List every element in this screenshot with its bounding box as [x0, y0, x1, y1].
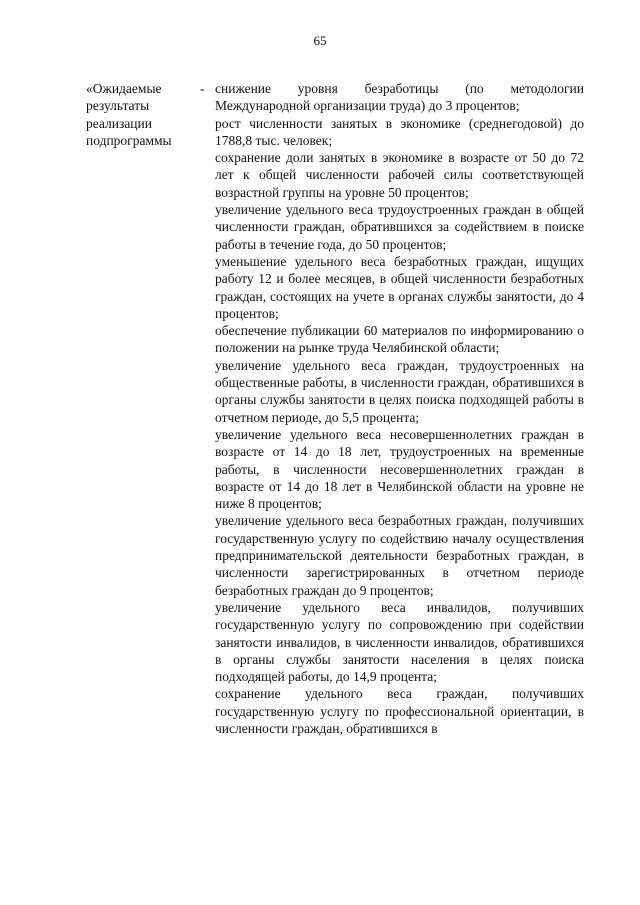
page-number: 65: [313, 33, 327, 48]
result-item: сохранение удельного веса граждан, получивших государственную услугу по профессиональной ориентации, в численности граждан, обратившихся в: [215, 686, 584, 736]
expected-results-list: [215, 80, 584, 737]
result-item: увеличение удельного веса безработных граждан, получивших государственную услугу по содействию началу осуществления предпринимательской деятельности безработных граждан, в численности зарегистрированных в отчетном периоде безработных граждан до 9 процентов;: [215, 513, 584, 598]
section-label: «Ожидаемые результаты реализации подпрограммы: [86, 81, 172, 148]
result-item: увеличение удельного веса трудоустроенных граждан в общей численности граждан, обратившихся за содействием в поиске работы в течение года, до 50 процентов;: [215, 202, 584, 252]
result-item: сохранение доли занятых в экономике в возрасте от 50 до 72 лет к общей численности рабочей силы соответствующей возрастной группы на уровне 50 процентов;: [215, 150, 584, 200]
result-item: уменьшение удельного веса безработных граждан, ищущих работу 12 и более месяцев, в общей численности безработных граждан, состоящих на учете в органах службы занятости, до 4 процентов;: [215, 253, 584, 321]
result-item: увеличение удельного веса несовершеннолетних граждан в возрасте от 14 до 18 лет, трудоустроенных на временные работы, в численности несовершеннолетних граждан в возрасте от 14 до 18 лет в Челябинской области на уровне не ниже 8 процентов;: [215, 426, 584, 512]
result-item: рост численности занятых в экономике (среднегодовой) до 1788,8 тыс. человек;: [215, 115, 584, 148]
result-item: снижение уровня безработицы (по методологии Международной организации труда) до 3 процентов;: [215, 81, 584, 114]
label-dash: -: [200, 81, 205, 96]
result-item: увеличение удельного веса граждан, трудоустроенных на общественные работы, в численности граждан, обратившихся в органы службы занятости в целях поиска подходящей работы в отчетном периоде, до 5,5 процента;: [215, 357, 584, 425]
result-item: обеспечение публикации 60 материалов по информированию о положении на рынке труда Челябинской области;: [215, 323, 584, 356]
result-item: увеличение удельного веса инвалидов, получивших государственную услугу по сопровождению при содействии занятости инвалидов, в численности инвалидов, обратившихся в органы службы занятости населения в целях поиска подходящей работы, до 14,9 процента;: [215, 599, 584, 685]
